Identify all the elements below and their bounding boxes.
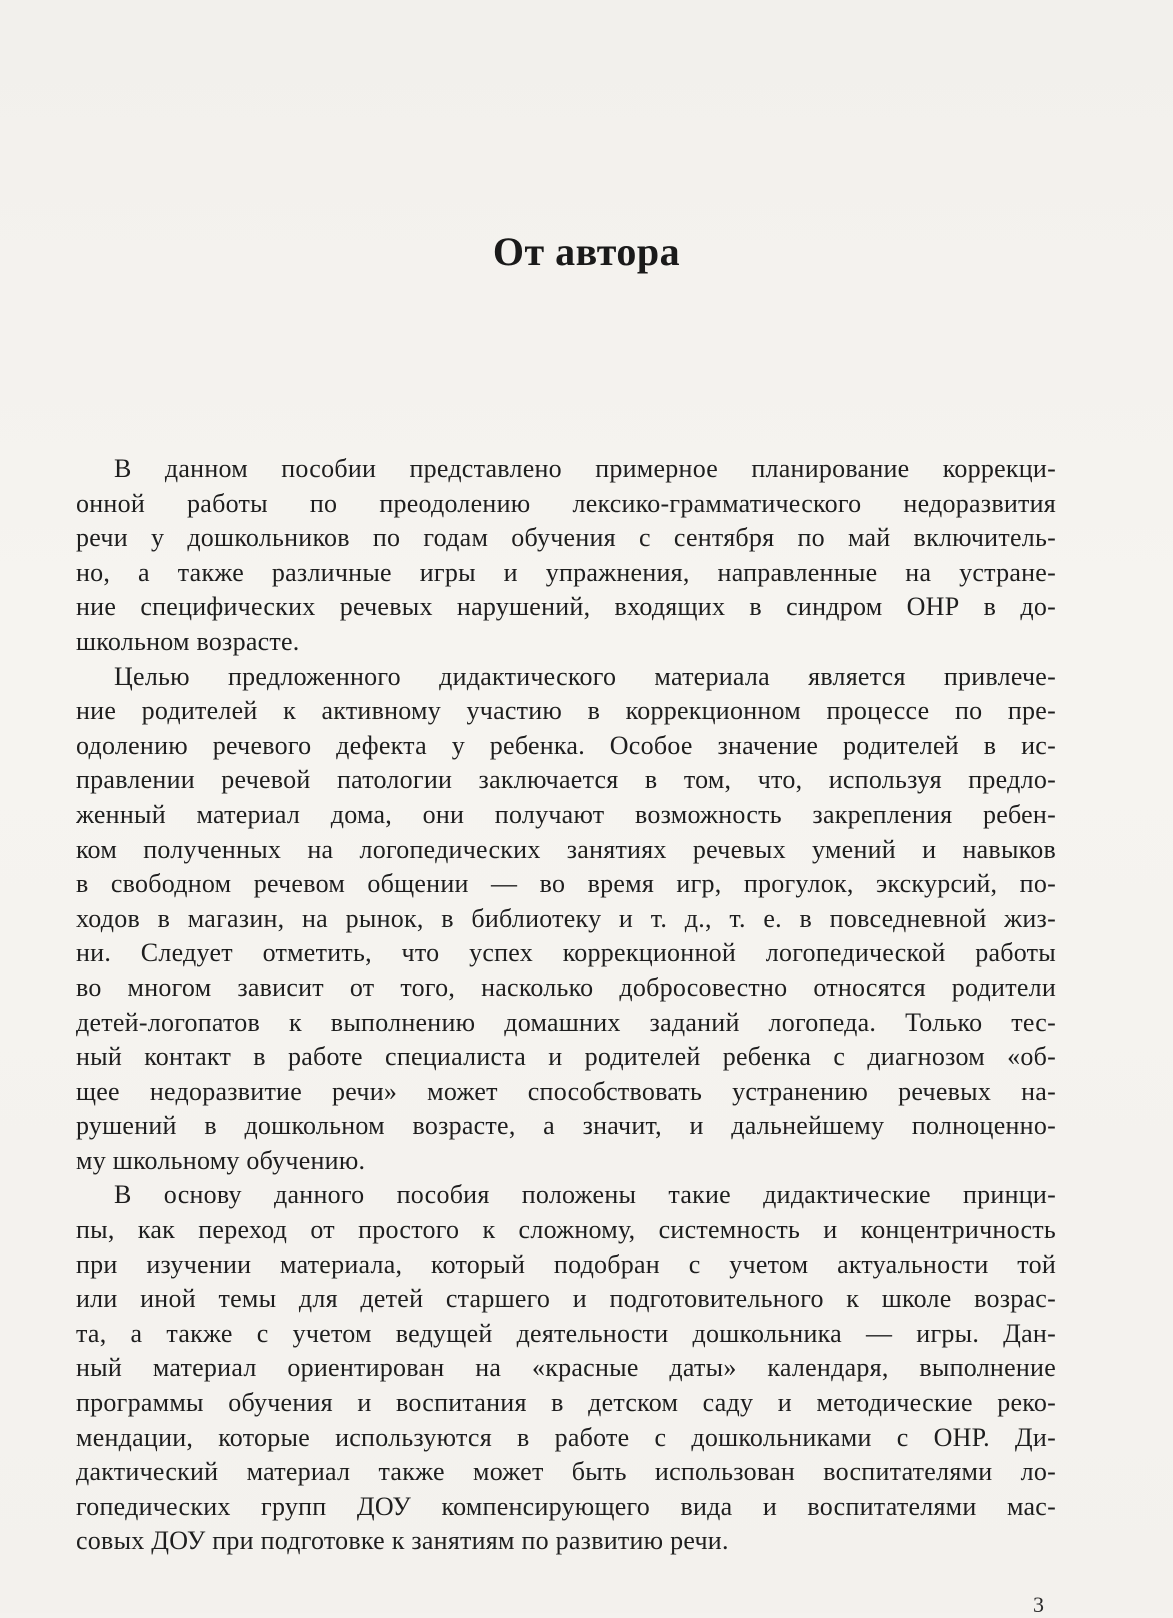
- page-heading: От автора: [492, 229, 681, 274]
- text-line: женный материал дома, они получают возможность закрепления ребен-: [76, 799, 1056, 829]
- text-line: программы обучения и воспитания в детском саду и методические реко-: [76, 1388, 1056, 1418]
- paragraph-2: [76, 660, 1056, 1179]
- text-line: речи у дошкольников по годам обучения с сентября по май включитель-: [76, 523, 1056, 553]
- page-number: 3: [1033, 1592, 1044, 1617]
- text-line: ный материал ориентирован на «красные даты» календаря, выполнение: [76, 1353, 1056, 1383]
- text-line: та, а также с учетом ведущей деятельности дошкольника — игры. Дан-: [76, 1318, 1056, 1348]
- paragraph-3: [76, 1178, 1056, 1559]
- text-line: му школьному обучению.: [76, 1145, 366, 1175]
- text-line: пы, как переход от простого к сложному, системность и концентричность: [76, 1215, 1056, 1245]
- text-line: ни. Следует отметить, что успех коррекционной логопедической работы: [76, 938, 1056, 968]
- text-line: ние специфических речевых нарушений, входящих в синдром ОНР в до-: [76, 592, 1056, 622]
- text-line: в свободном речевом общении — во время игр, прогулок, экскурсий, по-: [76, 869, 1056, 899]
- text-line: онной работы по преодолению лексико-грамматического недоразвития: [76, 488, 1056, 518]
- text-line: дактический материал также может быть использован воспитателями ло-: [76, 1457, 1056, 1487]
- text-line: рушений в дошкольном возрасте, а значит, и дальнейшему полноценно-: [76, 1111, 1056, 1141]
- text-line: ние родителей к активному участию в коррекционном процессе по пре-: [76, 696, 1056, 726]
- text-line: В данном пособии представлено примерное планирование коррекци-: [114, 454, 1056, 483]
- text-line: гопедических групп ДОУ компенсирующего вида и воспитателями мас-: [76, 1491, 1056, 1521]
- text-line: или иной темы для детей старшего и подготовительного к школе возрас-: [76, 1284, 1056, 1314]
- text-line: совых ДОУ при подготовке к занятиям по развитию речи.: [76, 1526, 729, 1556]
- text-line: щее недоразвитие речи» может способствовать устранению речевых на-: [76, 1076, 1056, 1106]
- text-line: ный контакт в работе специалиста и родителей ребенка с диагнозом «об-: [76, 1042, 1056, 1072]
- text-line: ком полученных на логопедических занятиях речевых умений и навыков: [76, 834, 1056, 864]
- text-line: одолению речевого дефекта у ребенка. Особое значение родителей в ис-: [76, 730, 1056, 760]
- text-line: В основу данного пособия положены такие дидактические принци-: [114, 1180, 1056, 1210]
- text-line: мендации, которые используются в работе с дошкольниками с ОНР. Ди-: [76, 1422, 1056, 1452]
- text-line: но, а также различные игры и упражнения, направленные на устране-: [76, 557, 1056, 587]
- text-line: правлении речевой патологии заключается в том, что, используя предло-: [76, 765, 1056, 795]
- body-text: [76, 452, 1056, 1559]
- paragraph-1: [76, 452, 1056, 660]
- text-line: Целью предложенного дидактического материала является привлече-: [114, 661, 1056, 691]
- text-line: школьном возрасте.: [76, 626, 300, 656]
- text-line: во многом зависит от того, насколько добросовестно относятся родители: [76, 972, 1056, 1002]
- text-line: детей-логопатов к выполнению домашних заданий логопеда. Только тес-: [76, 1007, 1056, 1037]
- text-line: ходов в магазин, на рынок, в библиотеку и т. д., т. е. в повседневной жиз-: [76, 903, 1056, 933]
- text-line: при изучении материала, который подобран с учетом актуальности той: [76, 1249, 1056, 1279]
